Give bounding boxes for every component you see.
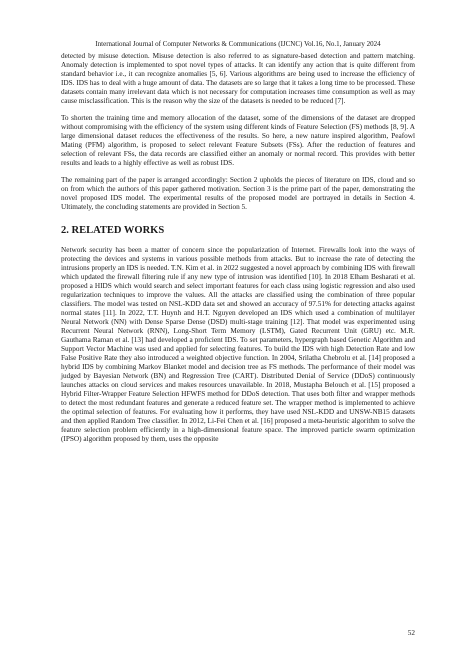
body-paragraph-3: The remaining part of the paper is arranged accordingly: Section 2 upholds the pieces of literature on IDS, cloud and so on from which the authors of this paper gathered motivation. Section 3 is the prime part of the paper, demonstrating the novel proposed IDS model. The experimental results of the proposed model are portrayed in details in Section 4. Ultimately, the concluding statements are provided in Section 5.	[61, 176, 415, 211]
body-paragraph-1: detected by misuse detection. Misuse detection is also referred to as signature-based detection and pattern matching. Anomaly detection is implemented to spot novel types of attacks. It can identify any action that is quite different from standard behavior i.e., it can recognize anomalies [5, 6]. Various algorithms are being used to increase the efficiency of IDS. IDS has to deal with a huge amount of data. The datasets are so large that it takes a long time to be processed. These datasets contain many irrelevant data which is not necessary for computation increases time consumption as well as may cause misclassification. This is the reason why the size of the datasets is needed to be reduced [7].	[61, 52, 415, 105]
journal-running-header: International Journal of Computer Networks & Communications (IJCNC) Vol.16, No.1, January 2024	[95, 40, 381, 48]
section-heading-related-works: 2. RELATED WORKS	[61, 225, 165, 236]
body-paragraph-4: Network security has been a matter of concern since the popularization of Internet. Firewalls look into the ways of protecting the devices and systems in various possible methods from attacks. But to increase the rate of detecting the intrusions properly an IDS is needed. T.N. Kim et al. in 2022 suggested a novel approach by combining IDS with firewall which updated the firewall filtering rule if any new type of intrusion was identified [10]. In 2018 Elham Besharati et al. proposed a HIDS which would search and select important features for each class using logistic regression and also used regularization techniques to improve the values. All the attacks are classified using the combination of three popular classifiers. The model was tested on NSL-KDD data set and showed an accuracy of 97.51% for detecting attacks against normal states [11]. In 2022, T.T. Huynh and H.T. Nguyen developed an IDS which used a combination of multilayer Neural Network (NN) with Dense Sparse Dense (DSD) multi-stage training [12]. That model was experimented using Recurrent Neural Network (RNN), Long-Short Term Memory (LSTM), Gated Recurrent Unit (GRU) etc. M.R. Gauthama Raman et al. [13] had developed a proficient IDS. To set parameters, hypergraph based Genetic Algorithm and Support Vector Machine was used and applied for selecting features. To build the IDS with high Detection Rate and low False Positive Rate they also introduced a weighted objective function. In 2004, Srilatha Chebrolu et al. [14] proposed a hybrid IDS by combining Markov Blanket model and decision tree as FS methods. The performance of their model was judged by Bayesian Network (BN) and Regression Tree (CART). Distributed Denial of Service (DDoS) continuously launches attacks on cloud services and makes resources unavailable. In 2018, Mustapha Belouch et al. [15] proposed a Hybrid Filter-Wrapper Feature Selection HFWFS method for DDoS detection. That uses both filter and wrapper methods to detect the most redundant features and generate a reduced feature set. The wrapper method is implemented to achieve the optimal selection of features. For evaluating how it performs, they have used NSL-KDD and UNSW-NB15 datasets and then applied Random Tree classifier. In 2012, Li-Fei Chen et al. [16] proposed a meta-heuristic algorithm to solve the feature selection problem efficiently in a high-dimensional feature space. The improved particle swarm optimization (IPSO) algorithm proposed by them, uses the opposite	[61, 246, 415, 443]
page-number: 52	[407, 629, 415, 637]
body-paragraph-2: To shorten the training time and memory allocation of the dataset, some of the dimensions of the dataset are dropped without compromising with the efficiency of the system using different kinds of Feature Selection (FS) methods [8, 9]. A large dimensional dataset reduces the effectiveness of the results. So here, a new nature inspired algorithm, Peafowl Mating (PFM) algorithm, is proposed to select relevant Feature Subsets (FSs). After the reduction of features and selection of relevant FSs, the data records are classified either an anomaly or normal record. This provides with better results and leads to a highly effective as well as robust IDS.	[61, 114, 415, 167]
